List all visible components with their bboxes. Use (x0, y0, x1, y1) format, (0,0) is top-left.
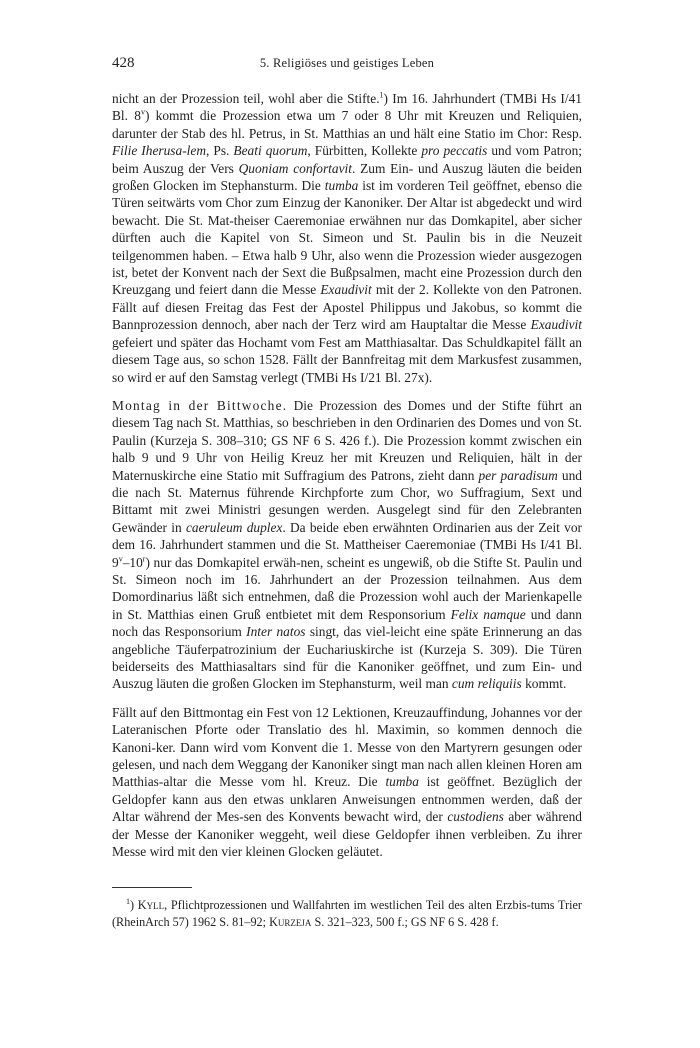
italic-term: pro peccatis (421, 143, 488, 159)
italic-term: caeruleum duplex (185, 519, 283, 535)
paragraph-bannfreitag (112, 90, 582, 386)
paragraph-montag-bittwoche (112, 397, 582, 693)
text-run: nicht an der Prozession teil, wohl aber die Stifte. (112, 91, 380, 106)
body-text (112, 90, 582, 860)
page-number: 428 (112, 55, 135, 71)
text-run: Fällt auf den Bittmontag ein Fest von 12 Lektionen, Kreuzauffindung, Johannes vor der Lateranischen Pforte oder Translatio des hl. Maximin, so kommen dennoch die Kanoni-ker. Dann wird vom Konvent die 1. Messe von den Martyrern gesungen oder gelesen, und nach dem Weggang der Kanoniker singt man nach allen kleinen Horen am Matthias-altar die Messe vom hl. Kreuz. Die (112, 704, 582, 790)
superscript: v (140, 107, 145, 117)
author-name: Kurzeja (269, 915, 312, 929)
text-run: ) Im 16. Jahrhundert (TMBi Hs I/41 Bl. 8 (112, 91, 582, 124)
italic-term: Beati quorum (233, 143, 308, 159)
italic-term: Quoniam confortavit (238, 160, 352, 176)
text-run: , Ps. (206, 143, 234, 159)
superscript: 1 (379, 90, 384, 100)
italic-term: Felix namque (450, 606, 526, 622)
text-run: singt, das viel-leicht eine späte Erinnerung an das angebliche Täuferpatrozinium der Euchariuskirche ist (Kurzeja S. 309). Die Türen beiderseits des Matthiasaltars sind für die Kanoniker geöffnet, und zum Ein- und Auszug läuten die großen Glocken im Stephansturm, weil man (112, 624, 582, 692)
text-run: und dann noch das Responsorium (112, 606, 583, 640)
text-run: ) nur das Domkapitel erwäh-nen, scheint es ungewiß, ob die Stifte St. Paulin und St. Simeon noch im 16. Jahrhundert an der Prozession teilnahmen. Aus dem Domordinarius läßt sich entnehmen, daß die Prozession wohl auch der Marienkapelle in St. Matthias einen Gruß entbietet mit dem Responsorium (112, 554, 582, 622)
paragraph-bittmontag-fest (112, 704, 582, 861)
italic-term: Exaudivit (530, 317, 582, 333)
text-run: und die nach St. Maternus führende Kirchpforte zum Chor, wo Suffragium, Sext und Bittamt mit zwei Ministri gesungen werden. Ausgelegt sind für den Zelebranten Gewänder in (112, 467, 582, 535)
italic-term: tumba (385, 774, 419, 790)
text-run: ) kommt die Prozession etwa um 7 oder 8 Uhr mit Kreuzen und Reliquien, darunter der Stab des hl. Petrus, in St. Matthias an und hält eine Statio im Chor: Resp. (112, 108, 583, 141)
footnote-rule (112, 887, 192, 888)
text-run: kommt. (521, 676, 567, 692)
text-run: , Pflichtprozessionen und Wallfahrten im westlichen Teil des alten Erzbis-tums Trier (RheinArch 57) 1962 S. 81–92; (112, 898, 582, 929)
italic-term: Filie Iherusa-lem (112, 143, 207, 159)
italic-term: Exaudivit (320, 282, 372, 298)
text-run: und vom Patron; beim Auszug der Vers (112, 143, 582, 176)
superscript: v (118, 554, 123, 564)
text-run: –10 (122, 554, 143, 570)
author-name: Kyll (137, 898, 165, 912)
footnote (112, 897, 582, 931)
text-run: S. 321–323, 500 f.; GS NF 6 S. 428 f. (311, 915, 499, 929)
text-run: Die Prozession des Domes und der Stifte führt an diesem Tag nach St. Matthias, so beschrieben in den Ordinarien des Domes und von St. Paulin (Kurzeja S. 308–310; GS NF 6 S. 426 f.). Die Prozession kommt zwischen ein halb 9 und 9 Uhr von Heilig Kreuz her mit Kreuzen und Reliquien, hält in der Maternuskirche eine Statio mit Suffragium des Patrons, zieht dann (112, 397, 582, 483)
italic-term: cum reliquiis (451, 676, 522, 692)
text-run: mit der 2. Kollekte von den Patronen. Fällt auf diesen Freitag das Fest der Apostel Philippus und Jakobus, so kommt die Bannprozession dennoch, aber nach der Terz wird am Hauptaltar die Messe (112, 282, 582, 333)
italic-term: Inter natos (246, 624, 306, 640)
text-run: . Zum Ein- und Auszug läuten die beiden großen Glocken im Stephansturm. Die (112, 160, 582, 194)
superscript: r (142, 554, 146, 564)
text-run: ) (130, 898, 138, 912)
superscript: 1 (126, 896, 130, 906)
footnote-1 (112, 897, 582, 931)
italic-term: tumba (324, 178, 359, 194)
section-lead-in: Montag in der Bittwoche. (112, 397, 288, 413)
text-run: , Fürbitten, Kollekte (307, 143, 422, 159)
italic-term: custodiens (447, 809, 504, 825)
text-run: ist geöffnet. Bezüglich der Geldopfer kann aus den etwas unklaren Anweisungen entnommen werden, daß der Altar während der Mes-sen des Konvents bewacht wird, der (112, 774, 583, 825)
text-run: . Da beide eben erwähnten Ordinarien aus der Zeit vor dem 16. Jahrhundert stammen und die St. Mattheiser Caeremoniae (TMBi Hs I/41 Bl. 9 (112, 519, 582, 570)
running-head (112, 52, 582, 74)
text-run: aber während der Messe der Kanoniker weggeht, weil diese Geldopfer ihnen verbleiben. Zu ihrer Messe wird mit den vier kleinen Glocken geläutet. (112, 809, 582, 860)
running-title: 5. Religiöses und geistiges Leben (259, 56, 435, 70)
text-run: gefeiert und später das Hochamt vom Fest am Matthiasaltar. Das Schuldkapitel fällt an diesem Tage aus, so schon 1528. Fällt der Bannfreitag mit dem Markusfest zusammen, so wird er auf den Samstag verlegt (TMBi Hs I/21 Bl. 27x). (112, 334, 582, 385)
text-run: ist im vorderen Teil geöffnet, ebenso die Türen seitwärts vom Chor zum Einzug der Kanoniker. Der Altar ist abgedeckt und wird bewacht. Die St. Mat-theiser Caeremoniae erwähnen nur das Domkapitel, aber sicher dürften auch die Kapitel von St. Simeon und St. Paulin bis in die Neuzeit teilgenommen haben. – Etwa halb 9 Uhr, also wenn die Prozession wieder ausgezogen ist, betet der Konvent nach der Sext die Bußpsalmen, macht eine Prozession durch den Kreuzgang und feiert dann die Messe (112, 178, 582, 298)
italic-term: per paradisum (478, 467, 558, 483)
